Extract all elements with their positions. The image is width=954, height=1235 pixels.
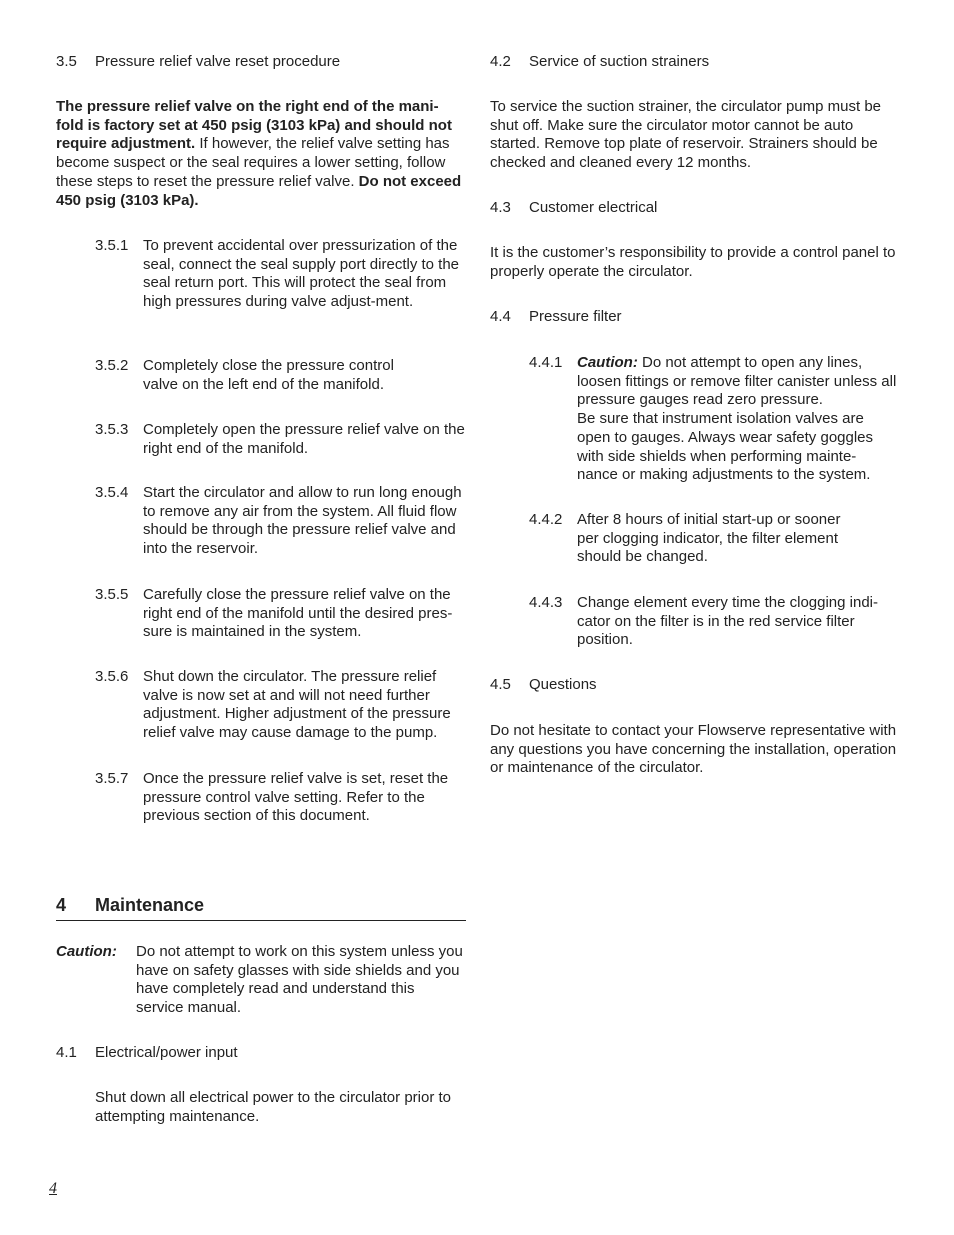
intro-normal: If however, the relief valve setting has become suspect or the seal requires a lower setting, follow these steps to reset the pressure relief valve. [56, 135, 450, 190]
step-number: 4.4.1 [529, 354, 563, 371]
intro-bold-2: Do not exceed 450 psig (3103 kPa). [56, 172, 462, 209]
maintenance-heading [56, 896, 466, 921]
step-number: 4.4.2 [529, 511, 563, 528]
step-number: 3.5.7 [95, 770, 129, 787]
section-title: Pressure filter [529, 308, 622, 325]
section-4-1-body [95, 1089, 470, 1126]
step-text [577, 354, 897, 485]
step-text: Completely open the pressure relief valve on the right end of the manifold. [143, 421, 465, 457]
section-3-5-intro [56, 98, 466, 210]
section-title: Maintenance [95, 895, 205, 915]
step-number: 3.5.2 [95, 357, 129, 374]
section-number: 4.5 [490, 676, 511, 693]
step-text: Shut down the circulator. The pressure relief valve is now set at and will not need further adjustment. Higher adjustment of the pressure relief valve may cause damage to the pump. [143, 668, 451, 742]
step-text: After 8 hours of initial start-up or sooner per clogging indicator, the filter element should be changed. [577, 511, 841, 566]
section-4-2-body [490, 98, 900, 173]
step-number: 3.5.6 [95, 668, 129, 685]
caution-text: Do not attempt to open any lines, loosen fittings or remove filter canister unless all pressure gauges read zero pressure. [577, 354, 897, 409]
section-4-5-body [490, 722, 900, 778]
section-4-3-body [490, 244, 900, 281]
section-number: 4.4 [490, 308, 511, 325]
section-number: 4.1 [56, 1044, 77, 1061]
caution-text-2: Be sure that instrument isolation valves are open to gauges. Always wear safety goggles with side shields when performing mainte-nance or making adjustments to the system. [577, 410, 874, 484]
section-title: Electrical/power input [95, 1044, 238, 1061]
section-title: Pressure relief valve reset procedure [95, 53, 341, 70]
caution-label: Caution: [577, 354, 638, 371]
caution-text: Do not attempt to work on this system unless you have on safety glasses with side shields and you have completely read and understand this service manual. [136, 943, 463, 1017]
body-paragraph: It is the customer’s responsibility to provide a control panel to properly operate the circulator. [490, 244, 896, 280]
body-paragraph: Do not hesitate to contact your Flowserve representative with any questions you have concerning the installation, operation or maintenance of the circulator. [490, 722, 897, 777]
page-number: 4 [49, 1180, 57, 1197]
section-number: 4.2 [490, 53, 511, 70]
section-number: 3.5 [56, 53, 77, 70]
step-number: 3.5.4 [95, 484, 129, 501]
step-text: Change element every time the clogging indi-cator on the filter is in the red service filter position. [577, 594, 879, 649]
step-text: Completely close the pressure control valve on the left end of the manifold. [143, 357, 394, 393]
section-title: Service of suction strainers [529, 53, 710, 70]
step-text: Carefully close the pressure relief valve on the right end of the manifold until the desired pres-sure is maintained in the system. [143, 586, 453, 641]
section-title: Questions [529, 676, 597, 693]
step-text: Start the circulator and allow to run long enough to remove any air from the system. All fluid flow should be through the pressure relief valve and into the reservoir. [143, 484, 462, 558]
intro-paragraph [56, 98, 466, 210]
step-number: 4.4.3 [529, 594, 563, 611]
body-paragraph: To service the suction strainer, the circulator pump must be shut off. Make sure the circulator motor cannot be auto started. Remove top plate of reservoir. Strainers should be checked and cleaned every 12 months. [490, 98, 882, 172]
intro-bold-1: The pressure relief valve on the right end of the mani-fold is factory set at 450 psig (3103 kPa) and should not require adjustment. [56, 98, 452, 153]
step-text: To prevent accidental over pressurization of the seal, connect the seal supply port directly to the seal return port. This will protect the seal from high pressures during valve adjust-ment. [143, 237, 460, 311]
step-number: 3.5.1 [95, 237, 129, 254]
section-number: 4.3 [490, 199, 511, 216]
section-title: Customer electrical [529, 199, 658, 216]
step-text: Once the pressure relief valve is set, reset the pressure control valve setting. Refer to the previous section of this document. [143, 770, 449, 825]
section-number: 4 [56, 895, 67, 915]
step-number: 3.5.3 [95, 421, 129, 438]
body-paragraph: Shut down all electrical power to the circulator prior to attempting maintenance. [95, 1089, 452, 1125]
caution-label: Caution: [56, 943, 117, 960]
step-number: 3.5.5 [95, 586, 129, 603]
